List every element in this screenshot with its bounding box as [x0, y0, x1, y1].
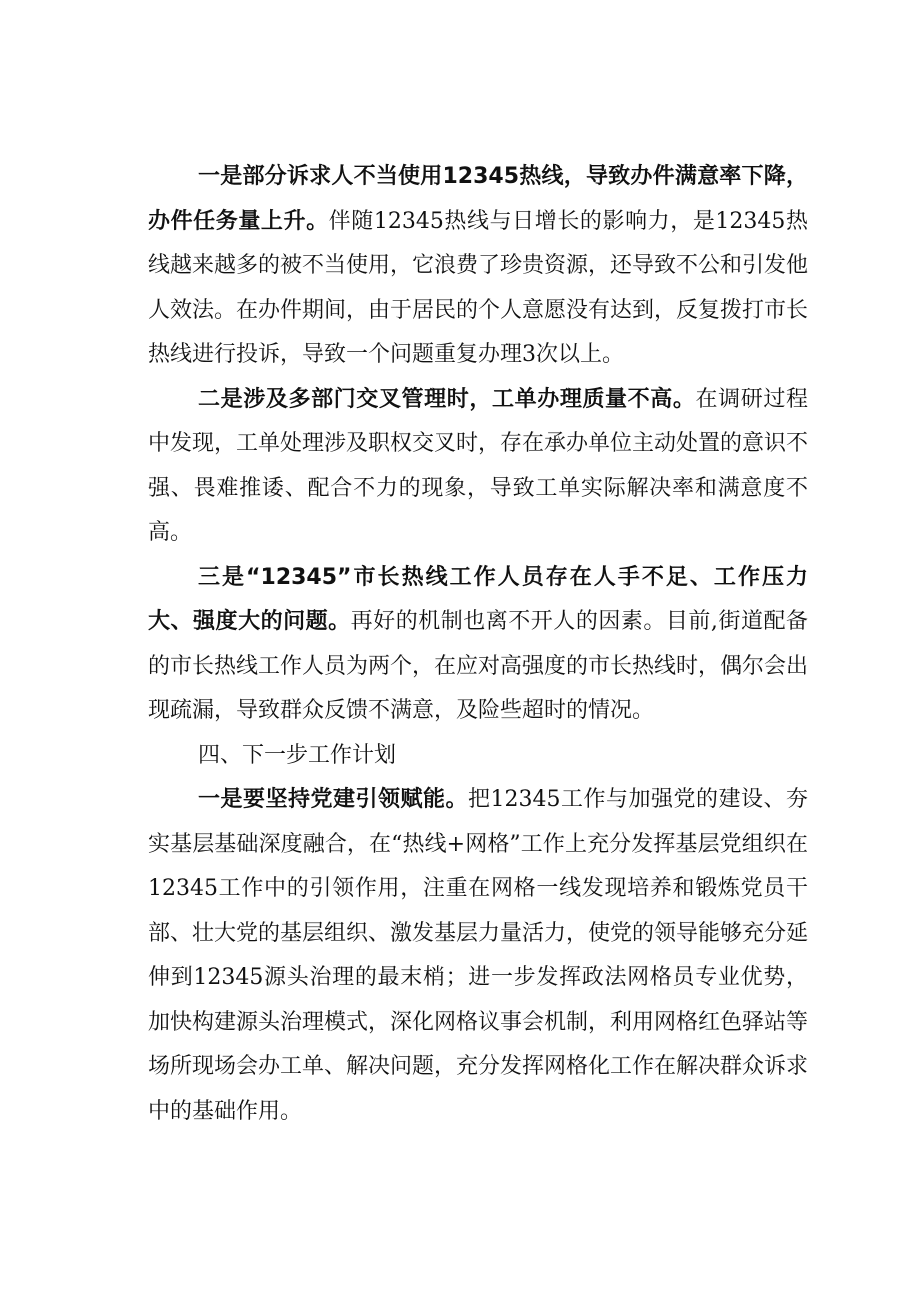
paragraph-text: 伴随12345热线与日增长的影响力，是12345热线越来越多的被不当使用，它浪费了珍贵资源，还导致不公和引发他人效法。在办件期间，由于居民的个人意愿没有达到，反复拨打市长热线进行投诉，导致一个问题重复办理3次以上。: [148, 208, 809, 367]
paragraph-heading: 一是要坚持党建引领赋能。: [198, 787, 468, 812]
paragraph-issue-2: [148, 378, 808, 556]
paragraph-heading: 三是“12345”市长热线工作人员存在人手不足、工作压力大、强度大的问题。: [148, 564, 808, 634]
paragraph-heading: 一是部分诉求人不当使用12345热线，导致办件满意率下降，办件任务量上升。: [148, 164, 808, 234]
document-body: [148, 155, 808, 1134]
paragraph-text: 在调研过程中发现，工单处理涉及职权交叉时，存在承办单位主动处置的意识不强、畏难推诿、配合不力的现象，导致工单实际解决率和满意度不高。: [148, 386, 809, 545]
paragraph-heading: 二是涉及多部门交叉管理时，工单办理质量不高。: [198, 386, 696, 412]
paragraph-issue-3: [148, 556, 808, 734]
section-heading-text: 四、下一步工作计划: [198, 742, 397, 768]
paragraph-text: 把12345工作与加强党的建设、夯实基层基础深度融合，在“热线+网格”工作上充分发挥基层党组织在12345工作中的引领作用，注重在网格一线发现培养和锻炼党员干部、壮大党的基层组织、激发基层力量活力，使党的领导能够充分延伸到12345源头治理的最末梢；进一步发挥政法网格员专业优势，加快构建源头治理模式，深化网格议事会机制，利用网格红色驿站等场所现场会办工单、解决问题，充分发挥网格化工作在解决群众诉求中的基础作用。: [148, 787, 809, 1124]
paragraph-plan-1: [148, 778, 808, 1134]
paragraph-issue-1: [148, 155, 808, 378]
section-heading: [148, 734, 808, 779]
paragraph-text: 再好的机制也离不开人的因素。目前,街道配备的市长热线工作人员为两个，在应对高强度的市长热线时，偶尔会出现疏漏，导致群众反馈不满意，及险些超时的情况。: [148, 609, 809, 723]
